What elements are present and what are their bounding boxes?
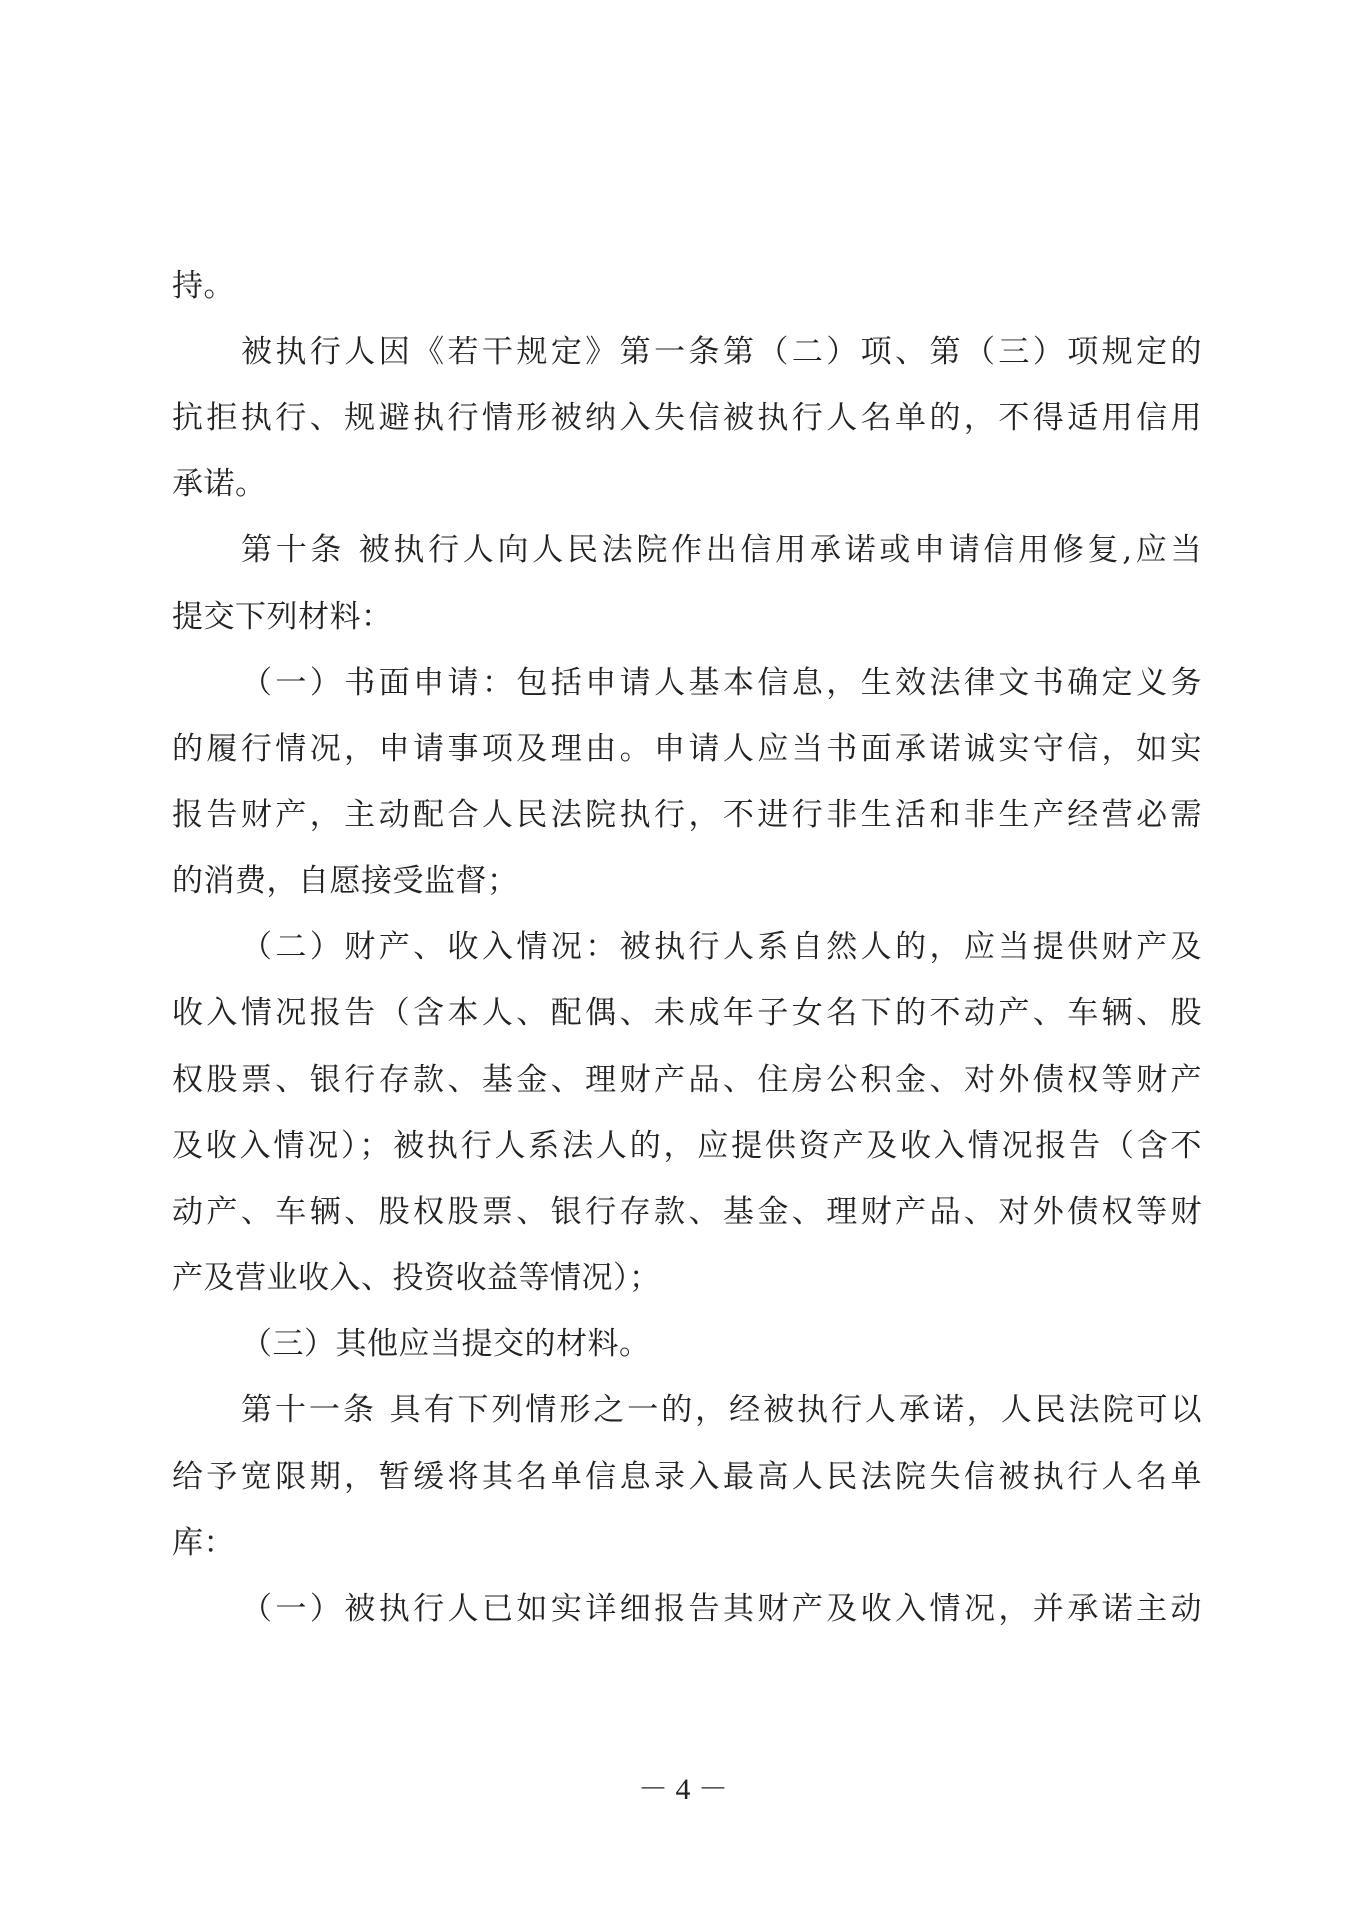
text-line-17: （三）其他应当提交的材料。 <box>241 1326 651 1362</box>
text-line-4: 承诺。 <box>172 466 267 502</box>
text-line-5: 第十条 被执行人向人民法院作出信用承诺或申请信用修复,应当 <box>241 532 1202 568</box>
text-line-20: 库： <box>172 1525 235 1561</box>
text-line-2: 被执行人因《若干规定》第一条第（二）项、第（三）项规定的 <box>241 334 1202 370</box>
page-number: － 4 － <box>638 1773 728 1806</box>
text-line-15: 动产、车辆、股权股票、银行存款、基金、理财产品、对外债权等财 <box>172 1194 1202 1230</box>
text-line-9: 报告财产，主动配合人民法院执行，不进行非生活和非生产经营必需 <box>172 797 1202 833</box>
text-line-16: 产及营业收入、投资收益等情况）； <box>172 1260 661 1296</box>
text-line-10: 的消费，自愿接受监督； <box>172 863 519 899</box>
text-line-3: 抗拒执行、规避执行情形被纳入失信被执行人名单的，不得适用信用 <box>172 400 1202 436</box>
text-line-18: 第十一条 具有下列情形之一的，经被执行人承诺，人民法院可以 <box>241 1392 1202 1428</box>
text-line-12: 收入情况报告（含本人、配偶、未成年子女名下的不动产、车辆、股 <box>172 995 1202 1031</box>
text-line-14: 及收入情况）；被执行人系法人的，应提供资产及收入情况报告（含不 <box>172 1128 1202 1164</box>
text-line-6: 提交下列材料： <box>172 599 393 635</box>
text-line-7: （一）书面申请：包括申请人基本信息，生效法律文书确定义务 <box>241 665 1202 701</box>
text-line-13: 权股票、银行存款、基金、理财产品、住房公积金、对外债权等财产 <box>172 1062 1202 1098</box>
text-line-21: （一）被执行人已如实详细报告其财产及收入情况，并承诺主动 <box>241 1591 1202 1627</box>
text-line-1: 持。 <box>172 268 235 304</box>
text-line-8: 的履行情况，申请事项及理由。申请人应当书面承诺诚实守信，如实 <box>172 731 1202 767</box>
text-line-11: （二）财产、收入情况：被执行人系自然人的，应当提供财产及 <box>241 929 1202 965</box>
text-line-19: 给予宽限期，暂缓将其名单信息录入最高人民法院失信被执行人名单 <box>172 1459 1202 1495</box>
document-page-body <box>172 0 1202 1932</box>
